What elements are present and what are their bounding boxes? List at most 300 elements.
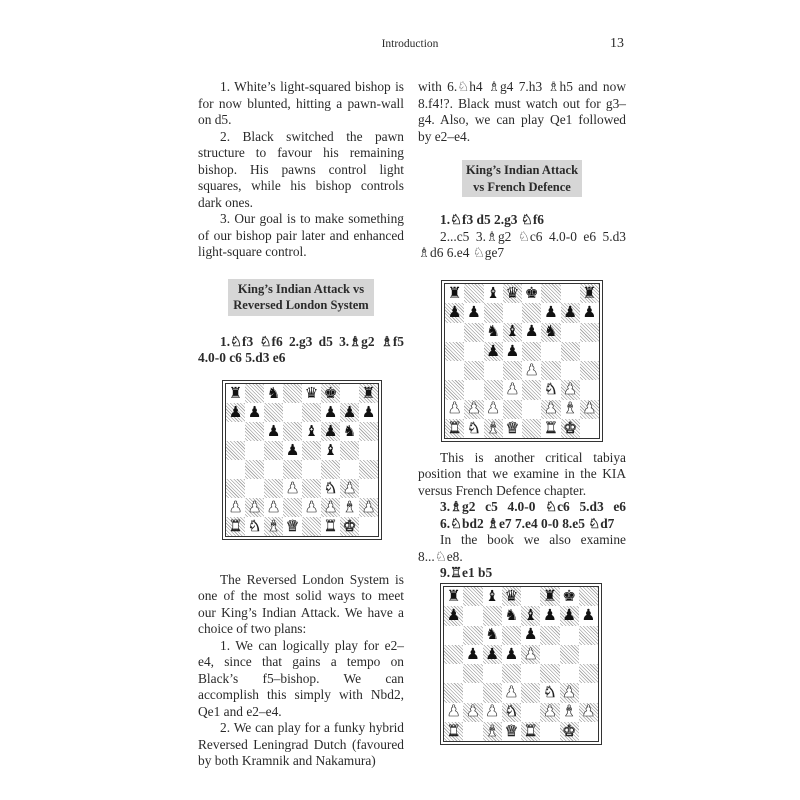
black-pawn-piece: ♟ [524,322,539,341]
white-queen-piece: ♛ [285,516,300,535]
white-pawn-piece: ♟ [505,380,520,399]
board-square [484,342,503,361]
board-square [541,400,560,419]
black-pawn-piece: ♟ [543,303,558,322]
black-knight-piece: ♞ [485,625,500,644]
board-square [579,722,598,741]
board-square [359,498,378,517]
board-square [245,441,264,460]
black-knight-piece: ♞ [342,421,357,440]
board-square [521,683,540,702]
board-square [580,419,599,438]
board-square [321,498,340,517]
board-square [502,683,521,702]
black-pawn-piece: ♟ [247,402,262,421]
black-rook-piece: ♜ [228,383,243,402]
black-pawn-piece: ♟ [465,644,480,663]
board-square [560,664,579,683]
board-square [521,645,540,664]
black-pawn-piece: ♟ [542,606,557,625]
section-heading-line: King’s Indian Attack [465,163,579,177]
board-square [484,380,503,399]
black-bishop-piece: ♝ [304,421,319,440]
board-square [521,606,540,625]
white-bishop-piece: ♝ [266,516,281,535]
board-square [340,384,359,403]
board-square [302,403,321,422]
white-queen-piece: ♛ [504,721,519,740]
board-square [522,361,541,380]
board-square [502,606,521,625]
white-knight-piece: ♞ [323,478,338,497]
board-square [444,722,463,741]
board-square [522,323,541,342]
board-square [445,400,464,419]
white-pawn-piece: ♟ [266,497,281,516]
section-heading-line: vs French Defence [473,179,571,194]
board-square [464,342,483,361]
board-square [522,400,541,419]
board-square [540,626,559,645]
board-square [264,384,283,403]
white-pawn-piece: ♟ [504,683,519,702]
board-square [359,384,378,403]
london-paragraph-1: The Reversed London System is one of the most solid ways to meet our King’s Indian Attack. We have a choice of two plans: [198,571,404,636]
board-square [541,303,560,322]
move-sequence-london: 1.♘f3 ♘f6 2.g3 d5 3.♗g2 ♗f5 4.0-0 c6 5.d3 e6 [198,333,404,365]
move-sequence-french-2: 3.♗g2 c5 4.0-0 ♘c6 5.d3 e6 6.♘bd2 ♗e7 7.e4 0-0 8.e5 ♘d7 [440,499,626,531]
board-square [283,441,302,460]
board-square [283,498,302,517]
board-square [445,284,464,303]
white-pawn-piece: ♟ [304,497,319,516]
board-square [340,403,359,422]
board-square [463,683,482,702]
board-square [484,419,503,438]
black-pawn-piece: ♟ [486,341,501,360]
board-square [541,323,560,342]
board-square [483,722,502,741]
board-square [463,664,482,683]
board-square [359,422,378,441]
white-pawn-piece: ♟ [562,683,577,702]
board-square [445,323,464,342]
board-square [444,645,463,664]
board-square [283,384,302,403]
board-square [464,400,483,419]
board-square [340,460,359,479]
board-square [359,460,378,479]
london-paragraph-2: 1. We can logically play for e2–e4, since that gains a tempo on Black’s f5–bishop. We can accomplish this simply with Nbd2, Qe1 and e2–e4. [198,637,404,719]
board-square [226,441,245,460]
black-rook-piece: ♜ [582,283,597,302]
board-square [321,460,340,479]
board-square [502,645,521,664]
board-square [245,403,264,422]
board-square [283,403,302,422]
board-square [444,606,463,625]
board-square [359,441,378,460]
board-square [540,606,559,625]
board-square [483,606,502,625]
board-square [321,384,340,403]
board-square [245,384,264,403]
board-square [483,587,502,606]
white-knight-piece: ♞ [466,418,481,437]
board-square [340,441,359,460]
black-pawn-piece: ♟ [581,606,596,625]
board-square [561,380,580,399]
board-square [302,441,321,460]
intro-point-1: 1. White’s light-squared bishop is for now blunted, hitting a pawn-wall on d5. [198,79,404,127]
black-pawn-piece: ♟ [447,303,462,322]
board-square [340,498,359,517]
board-square [444,664,463,683]
board-square [226,460,245,479]
running-title: Introduction [381,38,439,50]
black-bishop-piece: ♝ [323,440,338,459]
board-square [463,703,482,722]
white-bishop-piece: ♝ [562,702,577,721]
board-square [444,683,463,702]
board-square [560,587,579,606]
white-pawn-piece: ♟ [285,478,300,497]
board-square [283,422,302,441]
board-square [484,284,503,303]
board-square [579,703,598,722]
board-square [503,400,522,419]
board-square [484,400,503,419]
board-square [264,460,283,479]
white-king-piece: ♚ [562,721,577,740]
black-rook-piece: ♜ [446,586,461,605]
board-square [226,384,245,403]
black-pawn-piece: ♟ [342,402,357,421]
board-square [283,460,302,479]
black-pawn-piece: ♟ [228,402,243,421]
board-square [580,361,599,380]
black-bishop-piece: ♝ [505,322,520,341]
tabiya-text: This is another critical tabiya position that we examine in the KIA versus French Defence chapter. [418,449,626,498]
board-square [245,422,264,441]
board-square [444,703,463,722]
board-square [483,683,502,702]
white-pawn-piece: ♟ [582,399,597,418]
move-sequence-french: 1.♘f3 d5 2.g3 ♘f6 [440,212,544,227]
white-pawn-piece: ♟ [447,399,462,418]
board-square [226,479,245,498]
black-pawn-piece: ♟ [323,402,338,421]
board-square [522,284,541,303]
board-square [464,361,483,380]
white-pawn-piece: ♟ [581,702,596,721]
black-knight-piece: ♞ [543,322,558,341]
board-square [503,361,522,380]
section-heading-french [462,160,582,197]
board-square [302,460,321,479]
white-rook-piece: ♜ [446,721,461,740]
board-square [503,284,522,303]
board-square [359,403,378,422]
black-knight-piece: ♞ [504,606,519,625]
board-square [445,380,464,399]
chess-board [444,283,600,439]
black-pawn-piece: ♟ [485,644,500,663]
black-pawn-piece: ♟ [323,421,338,440]
board-square [560,722,579,741]
board-square [521,626,540,645]
board-square [264,498,283,517]
board-square [540,703,559,722]
white-bishop-piece: ♝ [486,418,501,437]
board-square [561,361,580,380]
board-square [484,303,503,322]
board-square [226,422,245,441]
board-square [302,479,321,498]
board-square [340,517,359,536]
board-square [463,645,482,664]
board-square [463,626,482,645]
black-pawn-piece: ♟ [562,606,577,625]
board-square [561,400,580,419]
intro-point-2: 2. Black switched the pawn structure to favour his remaining bishop. His pawns control light squares, while his bishop controls dark ones. [198,128,404,210]
board-square [359,479,378,498]
board-square [561,284,580,303]
board-square [580,342,599,361]
black-queen-piece: ♛ [504,586,519,605]
board-square [264,479,283,498]
board-square [561,419,580,438]
chess-diagram-london [222,380,382,540]
board-square [502,664,521,683]
board-square [522,342,541,361]
white-bishop-piece: ♝ [342,497,357,516]
board-square [580,284,599,303]
board-square [321,479,340,498]
board-square [340,479,359,498]
board-square [483,626,502,645]
black-queen-piece: ♛ [304,383,319,402]
black-pawn-piece: ♟ [505,341,520,360]
black-pawn-piece: ♟ [285,440,300,459]
white-pawn-piece: ♟ [323,497,338,516]
board-square [541,284,560,303]
white-pawn-piece: ♟ [228,497,243,516]
board-square [445,419,464,438]
black-rook-piece: ♜ [447,283,462,302]
board-square [579,645,598,664]
black-rook-piece: ♜ [542,586,557,605]
board-square [503,380,522,399]
board-square [522,303,541,322]
white-knight-piece: ♞ [504,702,519,721]
board-square [561,323,580,342]
board-square [464,380,483,399]
board-square [245,498,264,517]
board-square [445,342,464,361]
board-square [579,683,598,702]
black-pawn-piece: ♟ [266,421,281,440]
board-square [340,422,359,441]
section-heading-line: King’s Indian Attack vs [237,281,365,296]
board-square [464,303,483,322]
white-pawn-piece: ♟ [361,497,376,516]
continuation-text: with 6.♘h4 ♗g4 7.h3 ♗h5 and now 8.f4!?. Black must watch out for g3–g4. Also, we can play Qe1 followed by e2–e4. [418,79,626,144]
black-rook-piece: ♜ [361,383,376,402]
board-square [521,722,540,741]
board-square [580,400,599,419]
board-square [484,323,503,342]
board-square [226,498,245,517]
white-bishop-piece: ♝ [563,399,578,418]
board-square [445,303,464,322]
board-square [444,626,463,645]
board-square [502,722,521,741]
black-knight-piece: ♞ [486,322,501,341]
london-paragraph-3: 2. We can play for a funky hybrid Reversed Leningrad Dutch (favoured by both Kramnik and Nakamura) [198,720,404,768]
board-square [540,664,559,683]
board-square [503,303,522,322]
white-pawn-piece: ♟ [342,478,357,497]
board-square [264,441,283,460]
board-square [522,380,541,399]
board-square [579,664,598,683]
white-queen-piece: ♛ [505,418,520,437]
board-square [359,517,378,536]
white-pawn-piece: ♟ [524,360,539,379]
board-square [541,342,560,361]
chess-diagram-french-1 [441,280,603,442]
white-king-piece: ♚ [342,516,357,535]
move-sequence-french-3: 9.♖e1 b5 [440,565,493,580]
page-header [196,36,624,56]
white-knight-piece: ♞ [542,683,557,702]
board-square [444,587,463,606]
board-square [302,384,321,403]
board-square [321,441,340,460]
board-square [463,587,482,606]
board-square [503,323,522,342]
board-square [540,645,559,664]
black-pawn-piece: ♟ [563,303,578,322]
board-square [264,517,283,536]
board-square [445,361,464,380]
white-pawn-piece: ♟ [466,399,481,418]
board-square [560,626,579,645]
white-bishop-piece: ♝ [485,721,500,740]
black-queen-piece: ♛ [505,283,520,302]
board-square [226,403,245,422]
section-heading-line: Reversed London System [233,298,369,312]
board-square [541,361,560,380]
board-square [245,479,264,498]
board-square [283,517,302,536]
board-square [483,645,502,664]
board-square [579,587,598,606]
white-pawn-piece: ♟ [543,399,558,418]
board-square [464,284,483,303]
white-pawn-piece: ♟ [563,380,578,399]
board-square [321,403,340,422]
board-square [580,380,599,399]
board-square [463,722,482,741]
board-square [579,606,598,625]
board-square [245,460,264,479]
page-number: 13 [610,36,624,51]
book-note: In the book we also examine 8...♘e8. [418,532,626,564]
chess-board [225,383,379,537]
board-square [283,479,302,498]
board-square [560,683,579,702]
board-square [560,606,579,625]
board-square [579,626,598,645]
board-square [464,323,483,342]
board-square [560,645,579,664]
board-square [484,361,503,380]
board-square [483,664,502,683]
board-square [321,517,340,536]
board-square [502,587,521,606]
board-square [226,517,245,536]
board-square [541,380,560,399]
board-square [463,606,482,625]
board-square [503,342,522,361]
section-heading-london [228,279,374,316]
side-line-text: 2...c5 3.♗g2 ♘c6 4.0-0 e6 5.d3 ♗d6 6.e4 ♘ge7 [418,228,626,260]
board-square [580,323,599,342]
board-square [540,722,559,741]
chess-board [443,586,599,742]
board-square [245,517,264,536]
board-square [464,419,483,438]
intro-point-3: 3. Our goal is to make something of our bishop pair later and enhanced light-square control. [198,211,404,259]
board-square [302,517,321,536]
board-square [540,683,559,702]
white-pawn-piece: ♟ [247,497,262,516]
white-rook-piece: ♜ [523,721,538,740]
board-square [321,422,340,441]
white-rook-piece: ♜ [228,516,243,535]
black-bishop-piece: ♝ [485,586,500,605]
white-pawn-piece: ♟ [523,644,538,663]
board-square [521,703,540,722]
white-king-piece: ♚ [563,418,578,437]
black-king-piece: ♚ [562,586,577,605]
black-bishop-piece: ♝ [523,606,538,625]
board-square [502,626,521,645]
black-pawn-piece: ♟ [466,303,481,322]
board-square [483,703,502,722]
board-square [264,403,283,422]
chess-diagram-french-2 [440,583,602,745]
board-square [503,419,522,438]
black-pawn-piece: ♟ [446,606,461,625]
black-bishop-piece: ♝ [486,283,501,302]
white-knight-piece: ♞ [543,380,558,399]
board-square [521,587,540,606]
black-pawn-piece: ♟ [582,303,597,322]
black-knight-piece: ♞ [266,383,281,402]
board-square [561,342,580,361]
white-pawn-piece: ♟ [465,702,480,721]
black-pawn-piece: ♟ [523,625,538,644]
white-rook-piece: ♜ [447,418,462,437]
board-square [580,303,599,322]
board-square [521,664,540,683]
white-pawn-piece: ♟ [446,702,461,721]
white-pawn-piece: ♟ [485,702,500,721]
white-rook-piece: ♜ [543,418,558,437]
